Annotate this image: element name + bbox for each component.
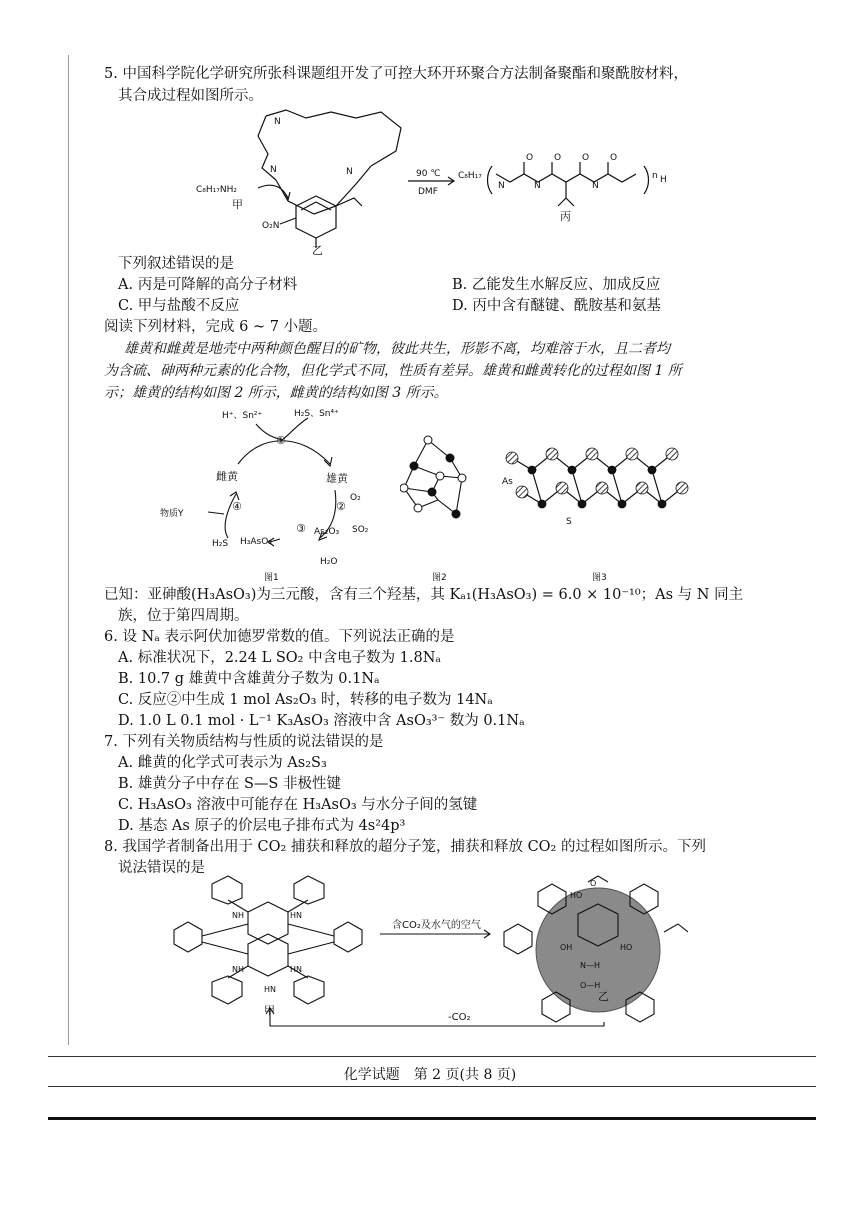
fig1-h2o: H₂O bbox=[320, 557, 338, 567]
q5-stem-line2: 其合成过程如图所示。 bbox=[118, 88, 263, 104]
svg-text:OH: OH bbox=[560, 943, 573, 952]
footer-bottom-rule bbox=[48, 1086, 816, 1087]
fig1-step4: ④ bbox=[232, 500, 242, 513]
q5-label-jia: 甲 bbox=[232, 198, 243, 211]
q5-condition-temp: 90 ℃ bbox=[416, 169, 441, 179]
figure-2-realgar-structure bbox=[400, 430, 480, 584]
fig1-substance-y: 物质Y bbox=[160, 509, 184, 519]
reading-material-line1: 雄黄和雌黄是地壳中两种颜色醒目的矿物，彼此共生，形影不离，均难溶于水，且二者均 bbox=[124, 341, 670, 357]
q7-option-c: C. H₃AsO₃ 溶液中可能存在 H₃AsO₃ 与水分子间的氢键 bbox=[118, 797, 478, 813]
svg-text:HO: HO bbox=[620, 943, 633, 952]
q5-nitro-text: O₂N bbox=[262, 221, 280, 231]
fig1-step1: ① bbox=[276, 434, 286, 447]
fig1-so2: SO₂ bbox=[352, 525, 369, 535]
fig1-top-out: H₂S、Sn⁴⁺ bbox=[294, 409, 339, 419]
svg-text:O: O bbox=[610, 153, 618, 163]
svg-text:N: N bbox=[274, 117, 281, 127]
q5-label-yi: 乙 bbox=[312, 244, 323, 256]
fig1-h3aso3: H₃AsO₃ bbox=[240, 537, 272, 547]
q8-label-jia: 甲 bbox=[264, 1004, 275, 1017]
footer-top-rule bbox=[48, 1056, 816, 1057]
q5-stem-line1: 5. 中国科学院化学研究所张科课题组开发了可控大环开环聚合方法制备聚酯和聚酰胺材料， bbox=[104, 66, 688, 82]
page-edge-rule bbox=[48, 1117, 816, 1120]
binding-margin-line bbox=[68, 55, 69, 1045]
fig1-as2o3: As₂O₃ bbox=[314, 527, 340, 537]
q5-condition-solvent: DMF bbox=[418, 187, 438, 197]
q7-stem: 7. 下列有关物质结构与性质的说法错误的是 bbox=[104, 734, 384, 750]
svg-text:HN: HN bbox=[290, 911, 302, 920]
q8-backward-condition: -CO₂ bbox=[448, 1012, 471, 1023]
fig1-o2: O₂ bbox=[350, 493, 361, 503]
q5-option-b: B. 乙能发生水解反应、加成反应 bbox=[452, 277, 661, 293]
svg-text:NH: NH bbox=[232, 965, 244, 974]
q8-label-yi: 乙 bbox=[598, 990, 609, 1003]
svg-text:HO: HO bbox=[570, 891, 583, 900]
q6-option-a: A. 标准状况下，2.24 L SO₂ 中含电子数为 1.8Nₐ bbox=[118, 650, 442, 666]
known-line2: 族，位于第四周期。 bbox=[118, 608, 249, 624]
figure-1-conversion-cycle bbox=[160, 404, 400, 584]
q5-label-bing: 丙 bbox=[560, 210, 571, 223]
fig1-step2: ② bbox=[336, 500, 346, 513]
known-line1: 已知：亚砷酸(H₃AsO₃)为三元酸，含有三个羟基，其 Kₐ₁(H₃AsO₃) = 6.0 × 10⁻¹⁰；As 与 N 同主 bbox=[104, 587, 744, 603]
q6-option-b: B. 10.7 g 雄黄中含雄黄分子数为 0.1Nₐ bbox=[118, 671, 380, 687]
fig1-caption: 图1 bbox=[264, 573, 279, 583]
q5-reaction-scheme bbox=[196, 106, 676, 256]
svg-text:N: N bbox=[498, 181, 505, 191]
fig1-left-node: 雌黄 bbox=[216, 470, 238, 483]
svg-text:N—H: N—H bbox=[580, 961, 600, 970]
q6-option-c: C. 反应②中生成 1 mol As₂O₃ 时，转移的电子数为 14Nₐ bbox=[118, 692, 493, 708]
svg-text:O—H: O—H bbox=[580, 981, 601, 990]
svg-text:O: O bbox=[582, 153, 590, 163]
q5-product-start: C₈H₁₇ bbox=[458, 171, 482, 181]
q8-stem-line2: 说法错误的是 bbox=[118, 860, 205, 876]
q8-forward-condition: 含CO₂及水气的空气 bbox=[392, 920, 481, 931]
reading-intro: 阅读下列材料，完成 6 ~ 7 小题。 bbox=[104, 319, 328, 335]
fig1-h2s: H₂S bbox=[212, 539, 229, 549]
svg-text:HN: HN bbox=[264, 985, 276, 994]
svg-text:N: N bbox=[346, 167, 353, 177]
svg-text:N: N bbox=[270, 165, 277, 175]
fig3-as-label: As bbox=[502, 477, 513, 487]
svg-text:O: O bbox=[526, 153, 534, 163]
svg-text:n: n bbox=[652, 171, 658, 181]
reading-material-line3: 示；雄黄的结构如图 2 所示，雌黄的结构如图 3 所示。 bbox=[104, 385, 448, 401]
fig1-right-node: 雄黄 bbox=[326, 472, 348, 485]
figure-3-orpiment-structure bbox=[500, 430, 700, 584]
svg-text:N: N bbox=[592, 181, 599, 191]
fig2-caption: 图2 bbox=[432, 573, 447, 583]
q8-stem-line1: 8. 我国学者制备出用于 CO₂ 捕获和释放的超分子笼，捕获和释放 CO₂ 的过程如图所示。下列 bbox=[104, 839, 706, 855]
q7-option-b: B. 雄黄分子中存在 S—S 非极性键 bbox=[118, 776, 341, 792]
q7-option-d: D. 基态 As 原子的价层电子排布式为 4s²4p³ bbox=[118, 818, 406, 834]
svg-text:HN: HN bbox=[290, 965, 302, 974]
reading-material-line2: 为含硫、砷两种元素的化合物，但化学式不同，性质有差异。雄黄和雌黄转化的过程如图 1 所 bbox=[104, 363, 682, 379]
footer-page-number: 化学试题 第 2 页(共 8 页) bbox=[343, 1067, 517, 1083]
svg-text:O: O bbox=[554, 153, 562, 163]
q6-stem: 6. 设 Nₐ 表示阿伏加德罗常数的值。下列说法正确的是 bbox=[104, 629, 455, 645]
svg-text:O: O bbox=[590, 879, 597, 888]
q5-reagent-text: C₈H₁₇NH₂ bbox=[196, 185, 237, 195]
svg-text:H: H bbox=[660, 175, 667, 185]
fig3-caption: 图3 bbox=[592, 573, 607, 583]
q5-option-a: A. 丙是可降解的高分子材料 bbox=[118, 277, 298, 293]
q5-question: 下列叙述错误的是 bbox=[118, 256, 234, 272]
fig1-step3: ③ bbox=[296, 522, 306, 535]
q8-cage-scheme bbox=[168, 872, 688, 1032]
svg-text:N: N bbox=[534, 181, 541, 191]
q7-option-a: A. 雌黄的化学式可表示为 As₂S₃ bbox=[118, 755, 327, 771]
q5-option-c: C. 甲与盐酸不反应 bbox=[118, 298, 240, 314]
svg-text:NH: NH bbox=[232, 911, 244, 920]
q5-option-d: D. 丙中含有醚键、酰胺基和氨基 bbox=[452, 298, 661, 314]
fig3-s-label: S bbox=[566, 517, 572, 527]
q6-option-d: D. 1.0 L 0.1 mol · L⁻¹ K₃AsO₃ 溶液中含 AsO₃³⁻ 数为 0.1Nₐ bbox=[118, 713, 525, 729]
fig1-top-in: H⁺、Sn²⁺ bbox=[222, 411, 263, 421]
